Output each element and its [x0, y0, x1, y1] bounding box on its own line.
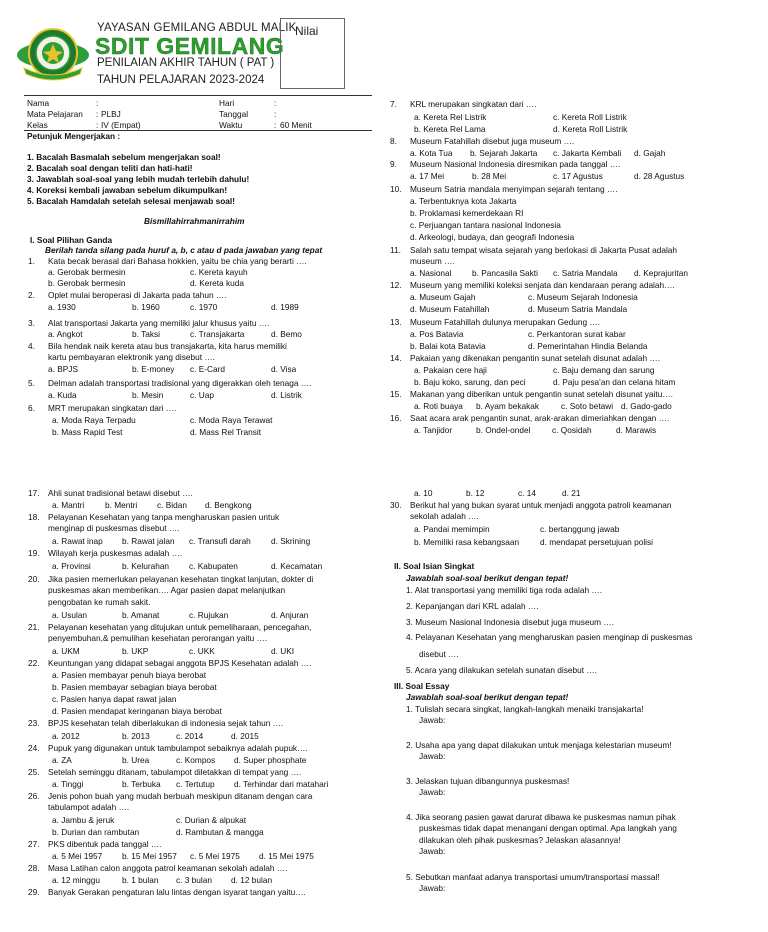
- q-number: 29.: [28, 887, 40, 897]
- option-d[interactable]: d. Gado-gado: [621, 401, 672, 411]
- option-b[interactable]: b. 2013: [122, 731, 150, 741]
- option-c[interactable]: c. Museum Sejarah Indonesia: [528, 292, 638, 302]
- option-d[interactable]: d. Kereta Roll Listrik: [553, 124, 628, 134]
- option-b[interactable]: b. 15 Mei 1957: [122, 851, 177, 861]
- rule-4: 4. Koreksi kembali jawaban sebelum dikumpulkan!: [27, 185, 228, 195]
- option-d[interactable]: d. Pasien mendapat keringanan biaya berobat: [52, 706, 222, 716]
- section-2-subtitle: Jawablah soal-soal berikut dengan tepat!: [406, 573, 569, 583]
- short-answer-2: 2. Kepanjangan dari KRL adalah ….: [406, 601, 539, 611]
- q-number: 2.: [28, 290, 35, 300]
- option-b[interactable]: b. Pancasila Sakti: [472, 268, 538, 278]
- option-d[interactable]: d. 21: [562, 488, 581, 498]
- day-colon: :: [274, 98, 277, 108]
- option-a[interactable]: a. Roti buaya: [414, 401, 463, 411]
- option-a[interactable]: a. 2012: [52, 731, 80, 741]
- q-text: sekolah adalah ….: [410, 511, 479, 521]
- option-c[interactable]: c. Bidan: [157, 500, 187, 510]
- option-c[interactable]: c. 2014: [176, 731, 204, 741]
- option-c[interactable]: c. Perjuangan tantara nasional Indonesia: [410, 220, 561, 230]
- option-a[interactable]: a. Provinsi: [52, 561, 91, 571]
- option-b[interactable]: b. Mentri: [105, 500, 138, 510]
- academic-year: TAHUN PELAJARAN 2023-2024: [97, 74, 265, 86]
- bismillah: Bismillahirrahmanirrahim: [144, 216, 245, 226]
- option-a[interactable]: a. Museum Gajah: [410, 292, 476, 302]
- option-b[interactable]: b. Terbuka: [122, 779, 161, 789]
- option-d[interactable]: d. Paju pesa'an dan celana hitam: [553, 377, 676, 387]
- option-a[interactable]: a. Terbentuknya kota Jakarta: [410, 196, 517, 206]
- q-number: 20.: [28, 574, 40, 584]
- essay-5: 5. Sebutkan manfaat adanya transportasi umum/transportasi massal!: [406, 872, 660, 882]
- essay-4: 4. Jika seorang pasien gawat darurat dibawa ke puskesmas namun pihak: [406, 812, 676, 822]
- q-number: 9.: [390, 159, 397, 169]
- q-number: 13.: [390, 317, 402, 327]
- option-a[interactable]: a. Pos Batavia: [410, 329, 464, 339]
- option-b[interactable]: b. Gerobak bermesin: [48, 278, 126, 288]
- essay-2: 2. Usaha apa yang dapat dilakukan untuk menjaga kelestarian museum!: [406, 740, 672, 750]
- q-text: Jika pasien memerlukan pelayanan kesehatan tingkat lanjutan, dokter di: [48, 574, 314, 584]
- q-number: 11.: [390, 245, 401, 255]
- q-text: Banyak Gerakan pengaturan lalu lintas dengan isyarat tangan yaitu….: [48, 887, 306, 897]
- option-b[interactable]: b. Balai kota Batavia: [410, 341, 486, 351]
- option-b[interactable]: b. Mass Rapid Test: [52, 427, 123, 437]
- option-d[interactable]: d. Arkeologi, budaya, dan geografi Indonesia: [410, 232, 575, 242]
- option-d[interactable]: d. Marawis: [616, 425, 657, 435]
- q-text: Saat acara arak pengantin sunat, arak-arakan dimeriahkan dengan ….: [410, 413, 670, 423]
- option-a[interactable]: a. BPJS: [48, 364, 78, 374]
- q-text: kartu pembayaran elektronik yang disebut ….: [48, 352, 215, 362]
- option-c[interactable]: c. Durian & alpukat: [176, 815, 247, 825]
- q-number: 19.: [28, 548, 40, 558]
- option-a[interactable]: a. Pandai memimpin: [414, 524, 490, 534]
- q-number: 15.: [390, 389, 402, 399]
- subject-colon: :: [96, 109, 99, 119]
- q-number: 22.: [28, 658, 40, 668]
- option-d[interactable]: d. Kereta kuda: [190, 278, 244, 288]
- q-text: Alat transportasi Jakarta yang memiliki jalur khusus yaitu ….: [48, 318, 270, 328]
- day-label: Hari: [219, 98, 235, 108]
- q-number: 5.: [28, 378, 35, 388]
- section-1-subtitle: Berilah tanda silang pada huruf a, b, c atau d pada jawaban yang tepat: [45, 245, 323, 255]
- essay-3-answer-label: Jawab:: [419, 787, 446, 797]
- option-b[interactable]: b. 12: [466, 488, 485, 498]
- option-c[interactable]: c. Rujukan: [189, 610, 229, 620]
- q-text: Museum Satria mandala menyimpan sejarah tentang ….: [410, 184, 618, 194]
- option-a[interactable]: a. Gerobak bermesin: [48, 267, 126, 277]
- q-number: 28.: [28, 863, 40, 873]
- q-number: 6.: [28, 403, 35, 413]
- option-b[interactable]: b. Pasien membayar sebagian biaya berobat: [52, 682, 217, 692]
- option-c[interactable]: c. UKK: [189, 646, 215, 656]
- option-a[interactable]: a. 17 Mei: [410, 171, 445, 181]
- q-text: pengobatan ke rumah sakit.: [48, 597, 151, 607]
- option-b[interactable]: b. Durian dan rambutan: [52, 827, 140, 837]
- option-a[interactable]: a. Angkot: [48, 329, 83, 339]
- class-value: IV (Empat): [101, 120, 141, 130]
- option-d[interactable]: d. Keprajuritan: [634, 268, 688, 278]
- q-number: 8.: [390, 136, 397, 146]
- essay-1-answer-label: Jawab:: [419, 715, 446, 725]
- option-a[interactable]: a. Rawat inap: [52, 536, 103, 546]
- option-c[interactable]: c. Baju demang dan sarung: [553, 365, 655, 375]
- option-c[interactable]: c. 3 bulan: [176, 875, 212, 885]
- q-text: menginap di puskesmas disebut ….: [48, 523, 180, 533]
- option-a[interactable]: a. Moda Raya Terpadu: [52, 415, 136, 425]
- essay-4-line-3: dilakukan oleh pihak puskesmas? Jelaskan alasannya!: [419, 835, 621, 845]
- option-d[interactable]: d. Rambutan & mangga: [176, 827, 264, 837]
- q-text: Museum Fatahillah dulunya merupakan Gedung ….: [410, 317, 601, 327]
- option-b[interactable]: b. Urea: [122, 755, 150, 765]
- option-a[interactable]: a. Pasien membayar penuh biaya berobat: [52, 670, 207, 680]
- class-label: Kelas: [27, 120, 48, 130]
- option-c[interactable]: c. Jakarta Kembali: [553, 148, 622, 158]
- class-colon: :: [96, 120, 99, 130]
- school-logo: [14, 24, 92, 86]
- option-d[interactable]: d. 28 Agustus: [634, 171, 685, 181]
- option-b[interactable]: b. Amanat: [122, 610, 160, 620]
- q-text: Pupuk yang digunakan untuk tambulampot sebaiknya adalah pupuk….: [48, 743, 308, 753]
- option-c[interactable]: c. Pasien hanya dapat rawat jalan: [52, 694, 177, 704]
- option-d[interactable]: d. mendapat persetujuan polisi: [540, 537, 654, 547]
- name-label: Nama: [27, 98, 50, 108]
- q-number: 23.: [28, 718, 40, 728]
- q-text: museum ….: [410, 256, 455, 266]
- q-number: 21.: [28, 622, 40, 632]
- q-text: Oplet mulai beroperasi di Jakarta pada tahun ….: [48, 290, 227, 300]
- option-b[interactable]: b. 28 Mei: [472, 171, 507, 181]
- option-a[interactable]: a. UKM: [52, 646, 80, 656]
- option-d[interactable]: d. Museum Satria Mandala: [528, 304, 628, 314]
- q-text: Museum yang memiliki koleksi senjata dan kendaraan perang adalah….: [410, 280, 675, 290]
- q-text: KRL merupakan singkatan dari ….: [410, 99, 537, 109]
- option-d[interactable]: d. UKI: [271, 646, 295, 656]
- section-1-title: I. Soal Pilihan Ganda: [30, 235, 113, 245]
- q-number: 24.: [28, 743, 40, 753]
- option-c[interactable]: c. Kabupaten: [189, 561, 238, 571]
- q-text: BPJS kesehatan telah diberlakukan di indonesia sejak tahun ….: [48, 718, 284, 728]
- option-b[interactable]: b. 1960: [132, 302, 160, 312]
- option-c[interactable]: c. 17 Agustus: [553, 171, 603, 181]
- q-number: 16.: [390, 413, 402, 423]
- option-b[interactable]: b. Proklamasi kemerdekaan RI: [410, 208, 524, 218]
- q-text: Ahli sunat tradisional betawi disebut ….: [48, 488, 193, 498]
- option-d[interactable]: d. 1989: [271, 302, 299, 312]
- q-text: MRT merupakan singkatan dari ….: [48, 403, 177, 413]
- option-c[interactable]: c. 1970: [190, 302, 218, 312]
- rule-3: 3. Jawablah soal-soal yang lebih mudah terlebih dahulu!: [27, 174, 250, 184]
- essay-4-line-2: puskesmas tidak dapat menangani dengan optimal. Apa langkah yang: [419, 823, 677, 833]
- option-c[interactable]: c. Satria Mandala: [553, 268, 618, 278]
- rule-1: 1. Bacalah Basmalah sebelum mengerjakan soal!: [27, 152, 221, 162]
- foundation-name: YAYASAN GEMILANG ABDUL MALIK: [97, 22, 297, 34]
- option-c[interactable]: c. Moda Raya Terawat: [190, 415, 273, 425]
- option-a[interactable]: a. Jambu & jeruk: [52, 815, 115, 825]
- q-text: tabulampot adalah ….: [48, 802, 130, 812]
- option-d[interactable]: d. Terhindar dari matahari: [234, 779, 329, 789]
- assessment-title: PENILAIAN AKHIR TAHUN ( PAT ): [97, 57, 275, 69]
- essay-1: 1. Tulislah secara singkat, langkah-langkah menaiki transjakarta!: [406, 704, 644, 714]
- option-d[interactable]: d. Anjuran: [271, 610, 309, 620]
- time-value: 60 Menit: [280, 120, 312, 130]
- q-number: 30.: [390, 500, 402, 510]
- section-2-title: II. Soal Isian Singkat: [394, 561, 475, 571]
- option-a[interactable]: a. Usulan: [52, 610, 88, 620]
- q-number: 17.: [28, 488, 40, 498]
- option-b[interactable]: b. Memiliki rasa kebangsaan: [414, 537, 520, 547]
- option-c[interactable]: c. Kompos: [176, 755, 216, 765]
- option-b[interactable]: b. Mesin: [132, 390, 164, 400]
- q-text: Bila hendak naik kereta atau bus transjakarta, kita harus memiliki: [48, 341, 287, 351]
- q-text: Jenis pohon buah yang mudah berbuah meskipun ditanam dengan cara: [48, 791, 313, 801]
- date-colon: :: [274, 109, 277, 119]
- q-text: puskesmas akan memberikan…. Agar pasien dapat melanjutkan: [48, 585, 286, 595]
- q-text: Delman adalah transportasi tradisional yang digerakkan oleh tenaga ….: [48, 378, 312, 388]
- q-number: 10.: [390, 184, 402, 194]
- q-text: Museum Nasional Indonesia diresmikan pada tanggal ….: [410, 159, 621, 169]
- rule-2: 2. Bacalah soal dengan teliti dan hati-hati!: [27, 163, 193, 173]
- option-c[interactable]: c. Kereta kayuh: [190, 267, 248, 277]
- name-colon: :: [96, 98, 99, 108]
- option-d[interactable]: d. 15 Mei 1975: [259, 851, 314, 861]
- option-c[interactable]: c. Perkantoran surat kabar: [528, 329, 626, 339]
- essay-3: 3. Jelaskan tujuan dibangunnya puskesmas!: [406, 776, 570, 786]
- option-a[interactable]: a. 12 minggu: [52, 875, 100, 885]
- option-b[interactable]: b. E-money: [132, 364, 175, 374]
- option-c[interactable]: c. Transufi darah: [189, 536, 251, 546]
- option-c[interactable]: c. Qosidah: [552, 425, 592, 435]
- option-a[interactable]: a. Tanjidor: [414, 425, 453, 435]
- q-text: Kata becak berasal dari Bahasa hokkien, yaitu be chia yang berarti ….: [48, 256, 307, 266]
- q-text: Wilayah kerja puskesmas adalah ….: [48, 548, 183, 558]
- q-number: 4.: [28, 341, 35, 351]
- option-b[interactable]: b. 1 bulan: [122, 875, 159, 885]
- header-divider: [24, 95, 372, 96]
- instructions-title: Petunjuk Mengerjakan :: [27, 131, 121, 141]
- q-number: 26.: [28, 791, 40, 801]
- option-a[interactable]: a. Nasional: [410, 268, 452, 278]
- subject-label: Mata Pelajaran: [27, 109, 83, 119]
- option-a[interactable]: a. 10: [414, 488, 433, 498]
- essay-5-answer-label: Jawab:: [419, 883, 446, 893]
- short-answer-3: 3. Museum Nasional Indonesia disebut juga museum ….: [406, 617, 614, 627]
- option-d[interactable]: d. Visa: [271, 364, 297, 374]
- option-d[interactable]: d. Super phosphate: [234, 755, 307, 765]
- section-3-subtitle: Jawablah soal-soal berikut dengan tepat!: [406, 692, 569, 702]
- time-label: Waktu: [219, 120, 243, 130]
- q-number: 18.: [28, 512, 40, 522]
- q-number: 25.: [28, 767, 40, 777]
- option-c[interactable]: c. 14: [518, 488, 536, 498]
- option-c[interactable]: c. Soto betawi: [561, 401, 614, 411]
- q-text: Setelah seminggu ditanam, tabulampot diletakkan di tempat yang ….: [48, 767, 302, 777]
- option-b[interactable]: b. Taksi: [132, 329, 160, 339]
- option-c[interactable]: c. Kereta Roll Listrik: [553, 112, 627, 122]
- option-a[interactable]: a. 5 Mei 1957: [52, 851, 103, 861]
- option-a[interactable]: a. Kuda: [48, 390, 77, 400]
- essay-2-answer-label: Jawab:: [419, 751, 446, 761]
- option-a[interactable]: a. Tinggi: [52, 779, 84, 789]
- option-b[interactable]: b. Baju koko, sarung, dan peci: [414, 377, 526, 387]
- q-number: 12.: [390, 280, 402, 290]
- q-number: 7.: [390, 99, 397, 109]
- q-text: Keuntungan yang didapat sebagai anggota BPJS Kesehatan adalah ….: [48, 658, 312, 668]
- option-a[interactable]: a. Kota Tua: [410, 148, 453, 158]
- rule-5: 5. Bacalah Hamdalah setelah selesai menjawab soal!: [27, 196, 235, 206]
- option-d[interactable]: d. 2015: [231, 731, 259, 741]
- option-d[interactable]: d. Mass Rel Transit: [190, 427, 262, 437]
- option-c[interactable]: c. E-Card: [190, 364, 226, 374]
- q-text: Museum Fatahillah disebut juga museum ….: [410, 136, 575, 146]
- q-text: Makanan yang diberikan untuk pengantin sunat setelah disunat yaitu….: [410, 389, 673, 399]
- option-d[interactable]: d. Pemerintahan Hindia Belanda: [528, 341, 648, 351]
- option-d[interactable]: d. Bemo: [271, 329, 302, 339]
- option-c[interactable]: c. bertanggung jawab: [540, 524, 620, 534]
- score-label: Nilai: [295, 24, 319, 38]
- subject-value: PLBJ: [101, 109, 121, 119]
- option-c[interactable]: c. 5 Mei 1975: [190, 851, 240, 861]
- option-c[interactable]: c. Uap: [190, 390, 214, 400]
- time-colon: :: [274, 120, 277, 130]
- option-b[interactable]: b. Rawat jalan: [122, 536, 175, 546]
- option-a[interactable]: a. ZA: [52, 755, 72, 765]
- option-a[interactable]: a. Mantri: [52, 500, 85, 510]
- short-answer-1: 1. Alat transportasi yang memiliki tiga roda adalah ….: [406, 585, 602, 595]
- q-number: 14.: [390, 353, 402, 363]
- q-text: penyembuhan,& pemulihan kesehatan perorangan yaitu ….: [48, 633, 268, 643]
- q-text: Masa Latihan calon anggota patrol keamanan sekolah adalah ….: [48, 863, 288, 873]
- q-number: 27.: [28, 839, 40, 849]
- option-d[interactable]: d. Gajah: [634, 148, 666, 158]
- short-answer-4: 4. Pelayanan Kesehatan yang mengharuskan pasien menginap di puskesmas: [406, 632, 693, 642]
- option-a[interactable]: a. Pakaian cere haji: [414, 365, 487, 375]
- option-d[interactable]: d. Bengkong: [205, 500, 252, 510]
- option-c[interactable]: c. Transjakarta: [190, 329, 245, 339]
- option-c[interactable]: c. Tertutup: [176, 779, 215, 789]
- option-b[interactable]: b. Sejarah Jakarta: [470, 148, 538, 158]
- short-answer-4-cont: disebut ….: [419, 649, 459, 659]
- option-b[interactable]: d. Museum Fatahillah: [410, 304, 490, 314]
- option-b[interactable]: b. Kereta Rel Lama: [414, 124, 486, 134]
- section-3-title: III. Soal Essay: [394, 681, 450, 691]
- q-text: Pelayanan kesehatan yang ditujukan untuk pemeliharaan, pencegahan,: [48, 622, 312, 632]
- short-answer-5: 5. Acara yang dilakukan setelah sunatan disebut ….: [406, 665, 597, 675]
- q-text: Pelayanan Kesehatan yang tanpa mengharuskan pasien untuk: [48, 512, 280, 522]
- option-b[interactable]: b. Ayam bekakak: [476, 401, 540, 411]
- q-text: Salah satu tempat wisata sejarah yang berlokasi di Jakarta Pusat adalah: [410, 245, 678, 255]
- school-name: SDIT GEMILANG: [95, 33, 285, 59]
- option-a[interactable]: a. Kereta Rel Listrik: [414, 112, 487, 122]
- option-b[interactable]: b. Kelurahan: [122, 561, 170, 571]
- q-text: Pakaian yang dikenakan pengantin sunat setelah disunat adalah ….: [410, 353, 661, 363]
- option-d[interactable]: d. Listrik: [271, 390, 302, 400]
- q-number: 3.: [28, 318, 35, 328]
- option-d[interactable]: d. 12 bulan: [231, 875, 273, 885]
- option-b[interactable]: b. UKP: [122, 646, 149, 656]
- date-label: Tanggal: [219, 109, 249, 119]
- option-d[interactable]: d. Kecamatan: [271, 561, 323, 571]
- option-d[interactable]: d. Skrining: [271, 536, 311, 546]
- option-a[interactable]: a. 1930: [48, 302, 76, 312]
- q-number: 1.: [28, 256, 35, 266]
- q-text: Berikut hal yang bukan syarat untuk menjadi anggota patroli keamanan: [410, 500, 672, 510]
- option-b[interactable]: b. Ondel-ondel: [476, 425, 531, 435]
- q-text: PKS dibentuk pada tanggal ….: [48, 839, 162, 849]
- essay-4-answer-label: Jawab:: [419, 846, 446, 856]
